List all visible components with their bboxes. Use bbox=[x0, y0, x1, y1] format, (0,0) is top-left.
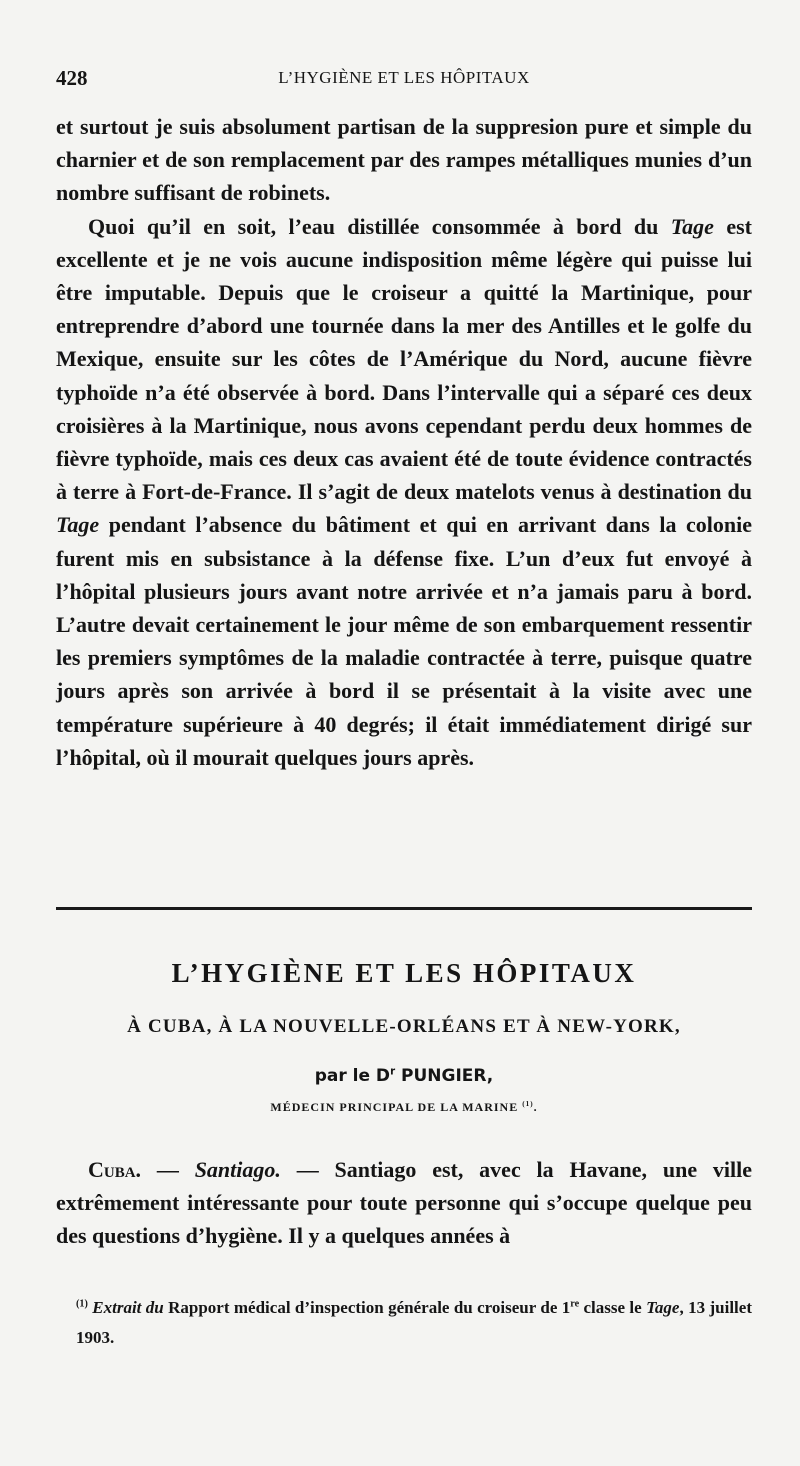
ship-name: Tage bbox=[670, 213, 714, 239]
ship-name: Tage bbox=[646, 1298, 680, 1317]
paragraph-text-segment: — Santiago est, avec la Havane, une ville extrêmement intéressante pour toute personne qui s’occupe quelque peu des questions d’hygiène. Il y a quelques années à bbox=[56, 1157, 753, 1249]
footnote-text-segment: classe le bbox=[579, 1298, 647, 1317]
footnote-text-segment: Extrait du bbox=[87, 1298, 164, 1317]
author-affiliation bbox=[56, 1100, 752, 1115]
affiliation-end: . bbox=[533, 1100, 538, 1114]
byline-prefix: par le D bbox=[314, 1066, 391, 1086]
city-heading: Santiago. bbox=[194, 1157, 281, 1182]
continued-text-block bbox=[56, 110, 752, 774]
dash: — bbox=[141, 1157, 195, 1182]
ship-name: Tage bbox=[56, 512, 100, 538]
place-heading: Cuba. bbox=[88, 1157, 142, 1182]
footnote-reference: (1) bbox=[522, 1100, 534, 1108]
running-title: L’HYGIÈNE ET LES HÔPITAUX bbox=[278, 68, 530, 87]
article-subtitle: À CUBA, À LA NOUVELLE-ORLÉANS ET À NEW-YORK, bbox=[127, 1016, 681, 1037]
footnote-superscript: re bbox=[570, 1298, 580, 1310]
footnote-text-segment: Rapport médical d’inspection générale du croiseur de 1 bbox=[163, 1298, 571, 1317]
footnote-text-segment: , 13 juillet 1903. bbox=[76, 1298, 752, 1347]
author-byline bbox=[56, 1066, 752, 1086]
article-title: L’HYGIÈNE ET LES HÔPITAUX bbox=[171, 958, 637, 988]
paragraph-text-segment: Quoi qu’il en soit, l’eau distillée consommée à bord du bbox=[88, 213, 671, 239]
affiliation-text: MÉDECIN PRINCIPAL DE LA MARINE bbox=[270, 1100, 519, 1114]
paragraph-continuation: et surtout je suis absolument partisan de la suppresion pure et simple du charnier et de son remplacement par des rampes métalliques munies d’un nombre suffisant de robinets. bbox=[56, 114, 752, 206]
page-number: 428 bbox=[56, 66, 88, 90]
section-divider bbox=[56, 907, 752, 910]
byline-superscript: r bbox=[390, 1066, 396, 1078]
paragraph-text-segment: pendant l’absence du bâtiment et qui en arrivant dans la colonie furent mis en subsistance à la défense fixe. L’un d’eux fut envoyé à l’hôpital plusieurs jours avant notre arrivée et n’a jamais paru à bord. L’autre devait certainement le jour même de son embarquement ressentir les premiers symptômes de la maladie contractée à terre, puisque quatre jours après son arrivée à bord il se présentait à la visite avec une température supérieure à 40 degrés; il était immédiatement dirigé sur l’hôpital, où il mourait quelques jours après. bbox=[56, 512, 752, 770]
author-name: PUNGIER, bbox=[395, 1066, 494, 1086]
running-head bbox=[56, 66, 752, 96]
paragraph-typhoid-report bbox=[56, 210, 752, 774]
paragraph-text-segment: est excellente et je ne vois aucune indisposition même légère qui puisse lui être imputable. Depuis que le croiseur a quitté la Martinique, pour entreprendre d’abord une tournée dans la mer des Antilles et le golfe du Mexique, ensuite sur les côtes de l’Amérique du Nord, aucune fièvre typhoïde n’a été observée à bord. Dans l’intervalle qui a séparé ces deux croisières à la Martinique, nous avons cependant perdu deux hommes de fièvre typhoïde, mais ces deux cas avaient été de toute évidence contractés à terre à Fort-de-France. Il s’agit de deux matelots venus à destination du bbox=[56, 213, 752, 505]
footnote bbox=[76, 1293, 752, 1353]
paragraph-cuba-santiago bbox=[56, 1153, 752, 1253]
footnote-marker: (1) bbox=[76, 1298, 88, 1310]
